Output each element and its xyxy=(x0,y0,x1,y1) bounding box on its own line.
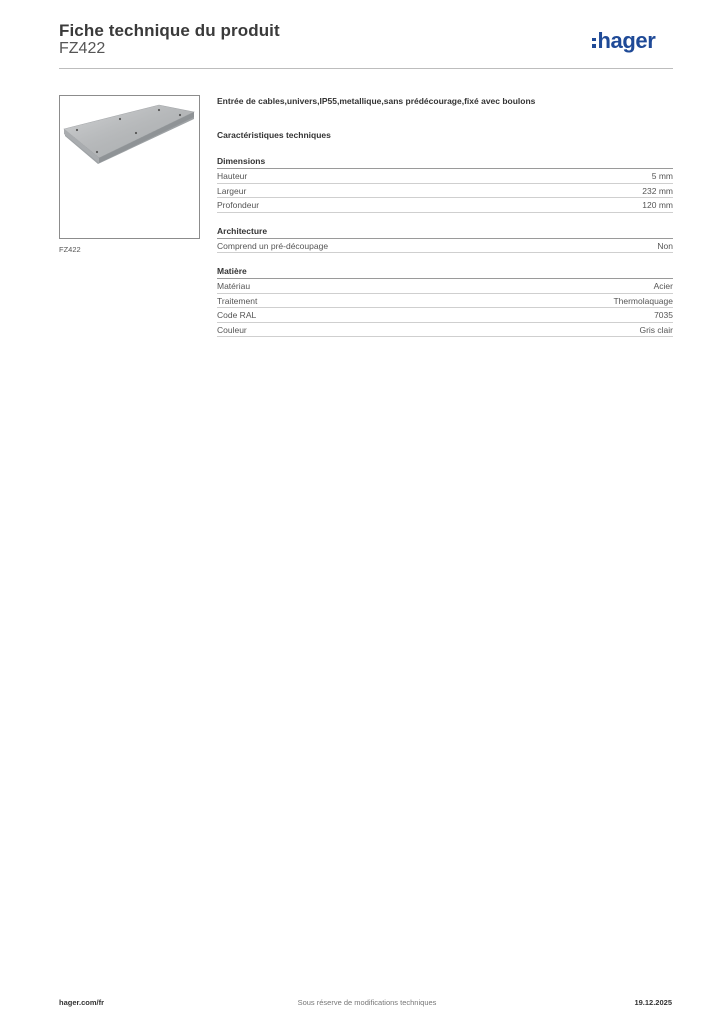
hager-logo xyxy=(592,28,655,54)
spec-row xyxy=(217,294,673,309)
spec-value: 5 mm xyxy=(651,171,673,181)
section-title: Dimensions xyxy=(217,156,673,169)
spec-label: Couleur xyxy=(217,324,247,335)
spec-label: Traitement xyxy=(217,295,258,306)
spec-row xyxy=(217,279,673,294)
logo-text: hager xyxy=(597,28,656,53)
header-divider xyxy=(59,68,673,69)
footer-date: 19.12.2025 xyxy=(634,998,672,1007)
spec-label: Code RAL xyxy=(217,310,257,320)
spec-row xyxy=(217,323,673,338)
spec-value: 7035 xyxy=(654,310,673,320)
section-title: Architecture xyxy=(217,226,673,239)
specs-title: Caractéristiques techniques xyxy=(217,130,331,140)
spec-row xyxy=(217,198,673,213)
spec-label: Profondeur xyxy=(217,200,260,210)
spec-value: Acier xyxy=(653,281,673,291)
spec-value: 120 mm xyxy=(642,200,673,210)
product-image-frame xyxy=(59,95,200,239)
product-description: Entrée de cables,univers,IP55,metallique,sans prédécourage,fixé avec boulons xyxy=(217,96,536,106)
spec-label: Largeur xyxy=(217,185,247,196)
spec-row xyxy=(217,239,673,254)
spec-label: Hauteur xyxy=(217,171,248,181)
spec-value: Gris clair xyxy=(639,324,673,335)
spec-label: Comprend un pré-découpage xyxy=(217,240,329,251)
product-details xyxy=(217,96,673,337)
footer-disclaimer: Sous réserve de modifications techniques xyxy=(297,998,437,1007)
footer-website-link[interactable]: hager.com/fr xyxy=(59,998,105,1007)
section-architecture xyxy=(217,226,673,254)
spec-row xyxy=(217,308,673,323)
section-dimensions xyxy=(217,156,673,213)
product-image-caption: FZ422 xyxy=(59,245,81,254)
spec-value: Thermolaquage xyxy=(613,295,673,306)
spec-row xyxy=(217,169,673,184)
spec-value: 232 mm xyxy=(642,185,673,196)
product-reference: FZ422 xyxy=(59,40,106,57)
section-material xyxy=(217,266,673,337)
page-title: Fiche technique du produit xyxy=(59,21,280,40)
spec-value: Non xyxy=(657,240,673,251)
spec-row xyxy=(217,184,673,199)
logo-mark-icon xyxy=(592,38,596,48)
spec-label: Matériau xyxy=(217,281,251,291)
metal-plate-icon xyxy=(60,96,199,238)
section-title: Matière xyxy=(217,266,673,279)
